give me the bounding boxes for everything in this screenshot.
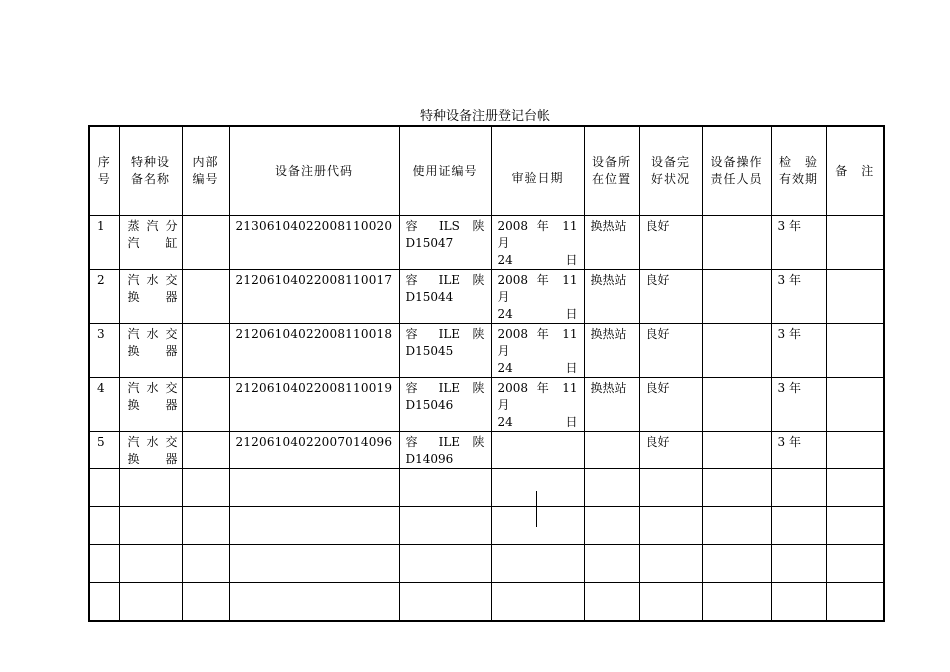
cell-registration-code: 21206104022008110019 bbox=[229, 378, 399, 432]
empty-cell bbox=[229, 545, 399, 583]
empty-cell bbox=[399, 583, 491, 622]
empty-cell bbox=[182, 507, 229, 545]
header-operator: 设备操作 责任人员 bbox=[702, 126, 771, 216]
empty-cell bbox=[229, 507, 399, 545]
empty-cell bbox=[399, 545, 491, 583]
cell-operator bbox=[702, 378, 771, 432]
cell-condition: 良好 bbox=[639, 270, 702, 324]
empty-cell bbox=[399, 507, 491, 545]
cell-equipment-name: 汽水交 换器 bbox=[119, 324, 182, 378]
cell-certificate-number: 容 ILE 陕 D15045 bbox=[399, 324, 491, 378]
empty-row bbox=[89, 583, 884, 622]
empty-cell bbox=[89, 469, 119, 507]
empty-cell bbox=[399, 469, 491, 507]
empty-cell bbox=[771, 507, 826, 545]
empty-cell bbox=[584, 545, 639, 583]
header-equipment-name: 特种设 备名称 bbox=[119, 126, 182, 216]
cell-condition: 良好 bbox=[639, 432, 702, 469]
empty-cell bbox=[639, 583, 702, 622]
empty-cell bbox=[771, 583, 826, 622]
header-condition: 设备完 好状况 bbox=[639, 126, 702, 216]
cell-remark bbox=[826, 378, 884, 432]
empty-cell bbox=[182, 545, 229, 583]
cell-registration-code: 21206104022008110017 bbox=[229, 270, 399, 324]
empty-row bbox=[89, 545, 884, 583]
table-row bbox=[89, 270, 884, 324]
empty-cell bbox=[491, 469, 584, 507]
cell-inspection-date: 2008 年 11 月 24 日 bbox=[491, 378, 584, 432]
empty-cell bbox=[584, 507, 639, 545]
cell-certificate-number: 容 ILE 陕 D15044 bbox=[399, 270, 491, 324]
cell-remark bbox=[826, 324, 884, 378]
empty-cell bbox=[826, 469, 884, 507]
cell-operator bbox=[702, 324, 771, 378]
cell-certificate-number: 容 ILE 陕 D15046 bbox=[399, 378, 491, 432]
empty-cell bbox=[491, 583, 584, 622]
cell-registration-code: 21206104022007014096 bbox=[229, 432, 399, 469]
header-inspection-date: 审验日期 bbox=[491, 126, 584, 216]
cell-condition: 良好 bbox=[639, 324, 702, 378]
cell-divider-line bbox=[536, 491, 537, 527]
cell-location: 换热站 bbox=[584, 378, 639, 432]
empty-cell bbox=[182, 583, 229, 622]
table-row bbox=[89, 216, 884, 270]
header-seq: 序 号 bbox=[89, 126, 119, 216]
cell-internal-number bbox=[182, 378, 229, 432]
cell-internal-number bbox=[182, 270, 229, 324]
cell-remark bbox=[826, 216, 884, 270]
cell-internal-number bbox=[182, 432, 229, 469]
empty-cell bbox=[229, 583, 399, 622]
empty-cell bbox=[702, 507, 771, 545]
table-row bbox=[89, 324, 884, 378]
empty-cell bbox=[702, 583, 771, 622]
cell-remark bbox=[826, 432, 884, 469]
cell-operator bbox=[702, 270, 771, 324]
cell-operator bbox=[702, 216, 771, 270]
cell-validity: 3 年 bbox=[771, 270, 826, 324]
empty-cell bbox=[584, 583, 639, 622]
empty-cell bbox=[639, 507, 702, 545]
empty-row bbox=[89, 469, 884, 507]
empty-row bbox=[89, 507, 884, 545]
table-header-row bbox=[89, 126, 884, 216]
empty-cell bbox=[119, 583, 182, 622]
empty-cell bbox=[639, 469, 702, 507]
empty-cell bbox=[702, 545, 771, 583]
cell-location bbox=[584, 432, 639, 469]
empty-cell bbox=[119, 469, 182, 507]
header-certificate-number: 使用证编号 bbox=[399, 126, 491, 216]
empty-cell bbox=[826, 507, 884, 545]
cell-equipment-name: 汽水交 换器 bbox=[119, 432, 182, 469]
cell-operator bbox=[702, 432, 771, 469]
cell-internal-number bbox=[182, 216, 229, 270]
empty-cell bbox=[584, 469, 639, 507]
cell-seq: 2 bbox=[89, 270, 119, 324]
empty-cell bbox=[89, 545, 119, 583]
cell-condition: 良好 bbox=[639, 378, 702, 432]
cell-inspection-date: 2008 年 11 月 24 日 bbox=[491, 270, 584, 324]
table-row bbox=[89, 378, 884, 432]
empty-cell bbox=[702, 469, 771, 507]
header-remark: 备 注 bbox=[826, 126, 884, 216]
header-location: 设备所 在位置 bbox=[584, 126, 639, 216]
empty-cell bbox=[89, 583, 119, 622]
cell-remark bbox=[826, 270, 884, 324]
cell-validity: 3 年 bbox=[771, 216, 826, 270]
cell-validity: 3 年 bbox=[771, 324, 826, 378]
cell-equipment-name: 蒸汽分 汽缸 bbox=[119, 216, 182, 270]
empty-cell bbox=[89, 507, 119, 545]
empty-cell bbox=[826, 583, 884, 622]
cell-registration-code: 21206104022008110018 bbox=[229, 324, 399, 378]
header-registration-code: 设备注册代码 bbox=[229, 126, 399, 216]
empty-cell bbox=[491, 507, 584, 545]
cell-internal-number bbox=[182, 324, 229, 378]
empty-cell bbox=[119, 545, 182, 583]
empty-cell bbox=[639, 545, 702, 583]
cell-registration-code: 21306104022008110020 bbox=[229, 216, 399, 270]
cell-seq: 1 bbox=[89, 216, 119, 270]
cell-seq: 3 bbox=[89, 324, 119, 378]
header-internal-number: 内部 编号 bbox=[182, 126, 229, 216]
cell-location: 换热站 bbox=[584, 324, 639, 378]
cell-inspection-date bbox=[491, 432, 584, 469]
document-title: 特种设备注册登记台帐 bbox=[419, 109, 550, 124]
empty-cell bbox=[229, 469, 399, 507]
cell-seq: 4 bbox=[89, 378, 119, 432]
cell-location: 换热站 bbox=[584, 216, 639, 270]
empty-cell bbox=[771, 469, 826, 507]
empty-cell bbox=[182, 469, 229, 507]
cell-seq: 5 bbox=[89, 432, 119, 469]
table-row bbox=[89, 432, 884, 469]
cell-validity: 3 年 bbox=[771, 378, 826, 432]
cell-inspection-date: 2008 年 11 月 24 日 bbox=[491, 324, 584, 378]
cell-equipment-name: 汽水交 换器 bbox=[119, 378, 182, 432]
equipment-registration-table bbox=[88, 125, 885, 622]
cell-validity: 3 年 bbox=[771, 432, 826, 469]
cell-location: 换热站 bbox=[584, 270, 639, 324]
cell-inspection-date: 2008 年 11 月 24 日 bbox=[491, 216, 584, 270]
empty-cell bbox=[119, 507, 182, 545]
empty-cell bbox=[491, 545, 584, 583]
cell-certificate-number: 容 ILE 陕 D14096 bbox=[399, 432, 491, 469]
cell-equipment-name: 汽水交 换器 bbox=[119, 270, 182, 324]
cell-condition: 良好 bbox=[639, 216, 702, 270]
empty-cell bbox=[826, 545, 884, 583]
header-validity: 检 验 有效期 bbox=[771, 126, 826, 216]
cell-certificate-number: 容 ILS 陕 D15047 bbox=[399, 216, 491, 270]
empty-cell bbox=[771, 545, 826, 583]
